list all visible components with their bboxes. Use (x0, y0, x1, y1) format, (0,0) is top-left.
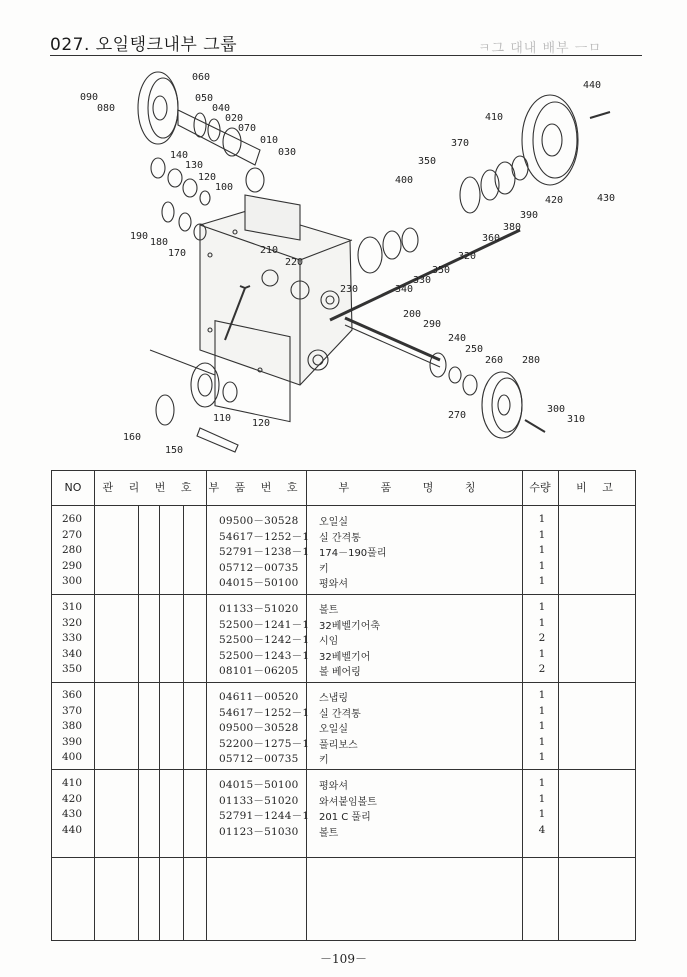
callout: 300 (547, 404, 566, 415)
bevel-gear-shaft-assembly (330, 95, 610, 320)
header-rule (52, 505, 635, 506)
callout: 330 (413, 275, 432, 286)
row-quantity: 1 (538, 616, 546, 629)
row-no: 260 (62, 513, 83, 525)
row-part-number: 01133－51020 (219, 603, 299, 615)
row-part-number: 54617－1252－1 (219, 706, 310, 719)
table-row (52, 632, 635, 648)
faint-header-text: ㅋ그 대내 배부 ㅡㅁ (478, 41, 602, 56)
row-part-number: 09500－30528 (219, 722, 299, 735)
page-title: 027. 오일탱크내부 그룹 (50, 35, 238, 55)
row-quantity: 2 (538, 632, 546, 645)
row-part-name: 스냅링 (319, 693, 348, 704)
row-part-number: 01133－51020 (219, 794, 299, 807)
row-part-number: 04015－50100 (219, 779, 299, 791)
callout: 370 (451, 138, 470, 149)
row-quantity: 1 (538, 808, 546, 821)
row-part-name: 평와셔 (319, 579, 348, 591)
row-no: 310 (62, 601, 83, 613)
row-part-name: 키 (319, 563, 329, 575)
callout: 110 (213, 413, 232, 424)
row-part-number: 52791－1244－1 (219, 810, 310, 823)
row-part-number: 04611－00520 (219, 691, 299, 703)
row-part-name: 실 간격통 (319, 532, 361, 544)
row-part-number: 54617－1252－1 (219, 530, 310, 543)
callout: 260 (485, 355, 504, 366)
row-part-number: 52500－1242－1 (219, 634, 310, 647)
callout: 350 (432, 265, 451, 276)
lower-left-gear-assembly (150, 350, 238, 452)
header-no: NO (64, 481, 82, 494)
row-part-number: 52500－1243－1 (219, 649, 310, 662)
row-no: 320 (62, 616, 83, 629)
row-part-name: 키 (319, 755, 329, 767)
row-quantity: 1 (538, 792, 546, 805)
row-no: 290 (62, 559, 83, 572)
group-rule (52, 769, 635, 770)
row-part-name: 실 간격통 (319, 708, 361, 720)
table-row (52, 648, 635, 664)
callout: 020 (225, 113, 244, 124)
row-part-number: 52500－1241－1 (219, 618, 310, 631)
callout: 170 (168, 248, 187, 259)
header-mgmt-no: 관 리 번 호 (102, 481, 198, 494)
callout: 090 (80, 92, 99, 103)
row-part-number: 52200－1275－1 (219, 737, 310, 750)
callout: 180 (150, 237, 169, 248)
row-quantity: 1 (538, 689, 546, 701)
callout: 010 (260, 135, 279, 146)
row-no: 300 (62, 575, 83, 588)
table-row (52, 793, 635, 809)
exploded-parts-diagram (0, 58, 687, 468)
row-part-number: 09500－30528 (219, 515, 299, 527)
parts-table (51, 470, 636, 941)
row-no: 360 (62, 689, 83, 701)
row-part-number: 05712－00735 (219, 753, 299, 766)
row-part-name: 볼 베어링 (319, 667, 361, 679)
callout: 060 (192, 72, 211, 83)
table-row (52, 689, 635, 705)
callout: 390 (520, 210, 539, 221)
row-part-name: 174－190풀리 (319, 548, 387, 560)
title-rule (50, 55, 642, 56)
row-quantity: 1 (538, 751, 546, 764)
callout: 190 (130, 231, 149, 242)
callout: 100 (215, 182, 234, 193)
row-quantity: 1 (538, 544, 546, 557)
callout: 440 (583, 80, 602, 91)
row-no: 420 (62, 792, 83, 805)
row-no: 280 (62, 544, 83, 557)
callout: 120 (252, 418, 271, 429)
row-quantity: 1 (538, 735, 546, 748)
callout: 230 (340, 284, 359, 295)
callout: 240 (448, 333, 467, 344)
row-part-number: 52791－1238－1 (219, 546, 310, 559)
table-row (52, 663, 635, 679)
row-quantity: 1 (538, 528, 546, 541)
table-row (52, 544, 635, 560)
table-row (52, 513, 635, 529)
row-part-name: 시임 (319, 636, 339, 648)
row-part-name: 볼트 (319, 827, 339, 839)
table-row (52, 705, 635, 721)
callout: 340 (395, 284, 414, 295)
row-part-name: 와셔붙임볼트 (319, 796, 377, 808)
callout: 400 (395, 175, 414, 186)
row-part-name: 32베벨기어축 (319, 620, 381, 632)
table-row (52, 777, 635, 793)
header-part-name: 부 품 명 칭 (338, 481, 490, 494)
row-quantity: 1 (538, 575, 546, 588)
row-part-name: 오일실 (319, 724, 348, 736)
callout: 120 (198, 172, 217, 183)
callout: 160 (123, 432, 142, 443)
row-part-number: 04015－50100 (219, 577, 299, 590)
callout: 220 (285, 257, 304, 268)
table-row (52, 560, 635, 576)
callout: 290 (423, 319, 442, 330)
row-no: 410 (62, 777, 83, 789)
callout: 350 (418, 156, 437, 167)
row-no: 330 (62, 632, 83, 645)
callout: 030 (278, 147, 297, 158)
row-part-number: 08101－06205 (219, 665, 299, 678)
table-row (52, 808, 635, 824)
callout: 070 (238, 123, 257, 134)
callout: 420 (545, 195, 564, 206)
row-no: 430 (62, 808, 83, 821)
row-no: 390 (62, 735, 83, 748)
row-quantity: 1 (538, 720, 546, 733)
table-row (52, 529, 635, 545)
header-part-no: 부 품 번 호 (208, 481, 304, 494)
page-number: －109－ (320, 952, 367, 966)
header-qty: 수량 (529, 481, 551, 494)
row-part-name: 평와셔 (319, 781, 348, 792)
row-part-name: 201 C 풀리 (319, 812, 371, 824)
row-quantity: 1 (538, 601, 546, 613)
callout: 310 (567, 414, 586, 425)
row-part-name: 볼트 (319, 605, 339, 616)
lower-shaft-pulley-assembly (345, 318, 545, 438)
group-rule (52, 682, 635, 683)
row-part-number: 05712－00735 (219, 561, 299, 574)
callout: 150 (165, 445, 184, 456)
callout: 380 (503, 222, 522, 233)
callout: 050 (195, 93, 214, 104)
callout: 360 (482, 233, 501, 244)
table-row (52, 617, 635, 633)
row-quantity: 2 (538, 663, 546, 676)
row-no: 380 (62, 720, 83, 733)
callout: 280 (522, 355, 541, 366)
callout: 430 (597, 193, 616, 204)
callout: 140 (170, 150, 189, 161)
callout: 130 (185, 160, 204, 171)
table-row (52, 720, 635, 736)
row-no: 350 (62, 663, 83, 676)
row-quantity: 1 (538, 513, 546, 525)
row-part-name: 32베벨기어 (319, 651, 371, 663)
callout: 410 (485, 112, 504, 123)
callout: 080 (97, 103, 116, 114)
row-quantity: 1 (538, 647, 546, 660)
callout: 270 (448, 410, 467, 421)
housing-block (200, 195, 352, 422)
row-no: 370 (62, 704, 83, 717)
table-row (52, 575, 635, 591)
table-row (52, 736, 635, 752)
callout: 250 (465, 344, 484, 355)
row-quantity: 1 (538, 559, 546, 572)
header-remark: 비 고 (576, 481, 619, 494)
callout: 320 (458, 251, 477, 262)
row-part-name: 오일실 (319, 517, 348, 528)
row-part-number: 01123－51030 (219, 825, 299, 838)
table-row (52, 824, 635, 840)
group-rule (52, 857, 635, 858)
row-quantity: 4 (538, 823, 546, 836)
row-no: 440 (62, 823, 83, 836)
callout: 200 (403, 309, 422, 320)
callout: 040 (212, 103, 231, 114)
table-row (52, 601, 635, 617)
row-no: 340 (62, 647, 83, 660)
row-quantity: 1 (538, 704, 546, 717)
row-quantity: 1 (538, 777, 546, 789)
group-rule (52, 594, 635, 595)
row-no: 270 (62, 528, 83, 541)
table-row (52, 751, 635, 767)
callout: 210 (260, 245, 279, 256)
row-part-name: 풀리보스 (319, 739, 358, 751)
row-no: 400 (62, 751, 83, 764)
